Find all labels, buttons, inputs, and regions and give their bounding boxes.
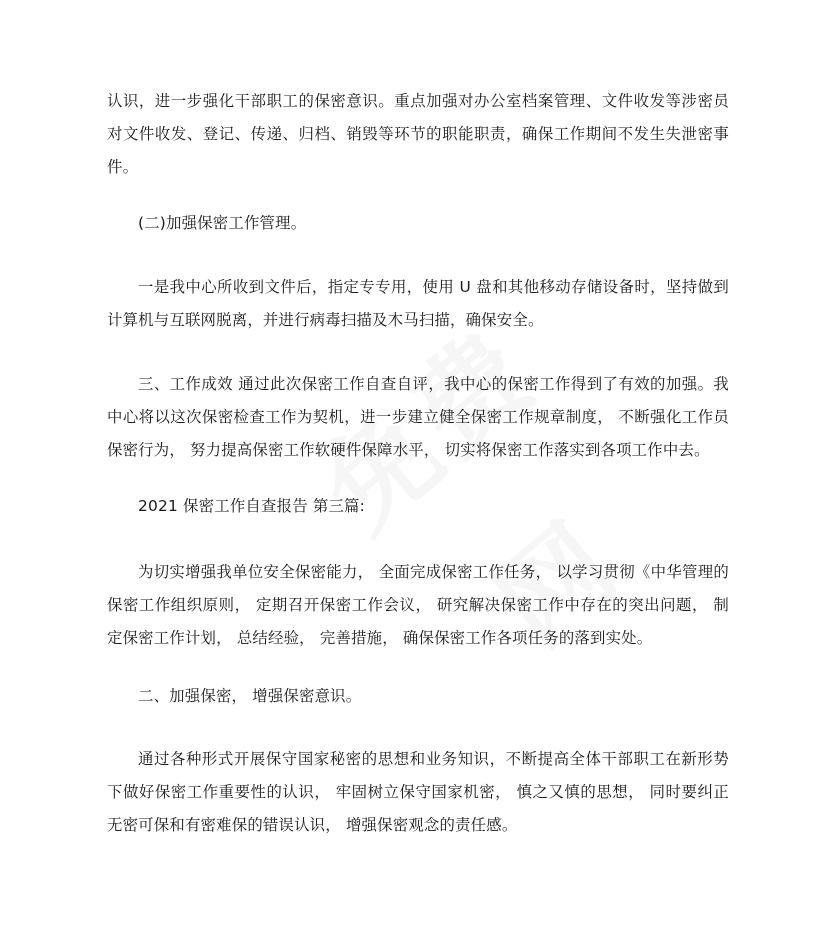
paragraph-1: 认识，进一步强化干部职工的保密意识。重点加强对办公室档案管理、文件收发等涉密员对文件收发、登记、传递、归档、销毁等环节的职能职责，确保工作期间不发生失泄密事件。 [107,92,729,176]
section-heading: 2021 保密工作自查报告 第三篇: [138,497,366,515]
paragraph-6: 二、加强保密， 增强保密意识。 [138,687,362,705]
paragraph-4: 三、工作成效 通过此次保密工作自查自评，我中心的保密工作得到了有效的加强。我中心将以这次保密检查工作为契机，进一步建立健全保密工作规章制度， 不断强化工作员保密行为， 努力提高保密工作软硬件保障水平， 切实将保密工作落实到各项工作中去。 [107,375,729,459]
paragraph-2: (二)加强保密工作管理。 [138,214,307,232]
paragraph-5: 为切实增强我单位安全保密能力， 全面完成保密工作任务， 以学习贯彻《中华管理的保密工作组织原则， 定期召开保密工作会议， 研究解决保密工作中存在的突出问题， 制定保密工作计划， 总结经验， 完善措施， 确保保密工作各项任务的落到实处。 [107,563,729,647]
paragraph-7: 通过各种形式开展保守国家秘密的思想和业务知识，不断提高全体干部职工在新形势下做好保密工作重要性的认识， 牢固树立保守国家机密， 慎之又慎的思想， 同时要纠正无密可保和有密难保的错误认识， 增强保密观念的责任感。 [107,750,729,834]
paragraph-3: 一是我中心所收到文件后，指定专专用，使用 U 盘和其他移动存储设备时，坚持做到计算机与互联网脱离，并进行病毒扫描及木马扫描，确保安全。 [107,278,729,329]
